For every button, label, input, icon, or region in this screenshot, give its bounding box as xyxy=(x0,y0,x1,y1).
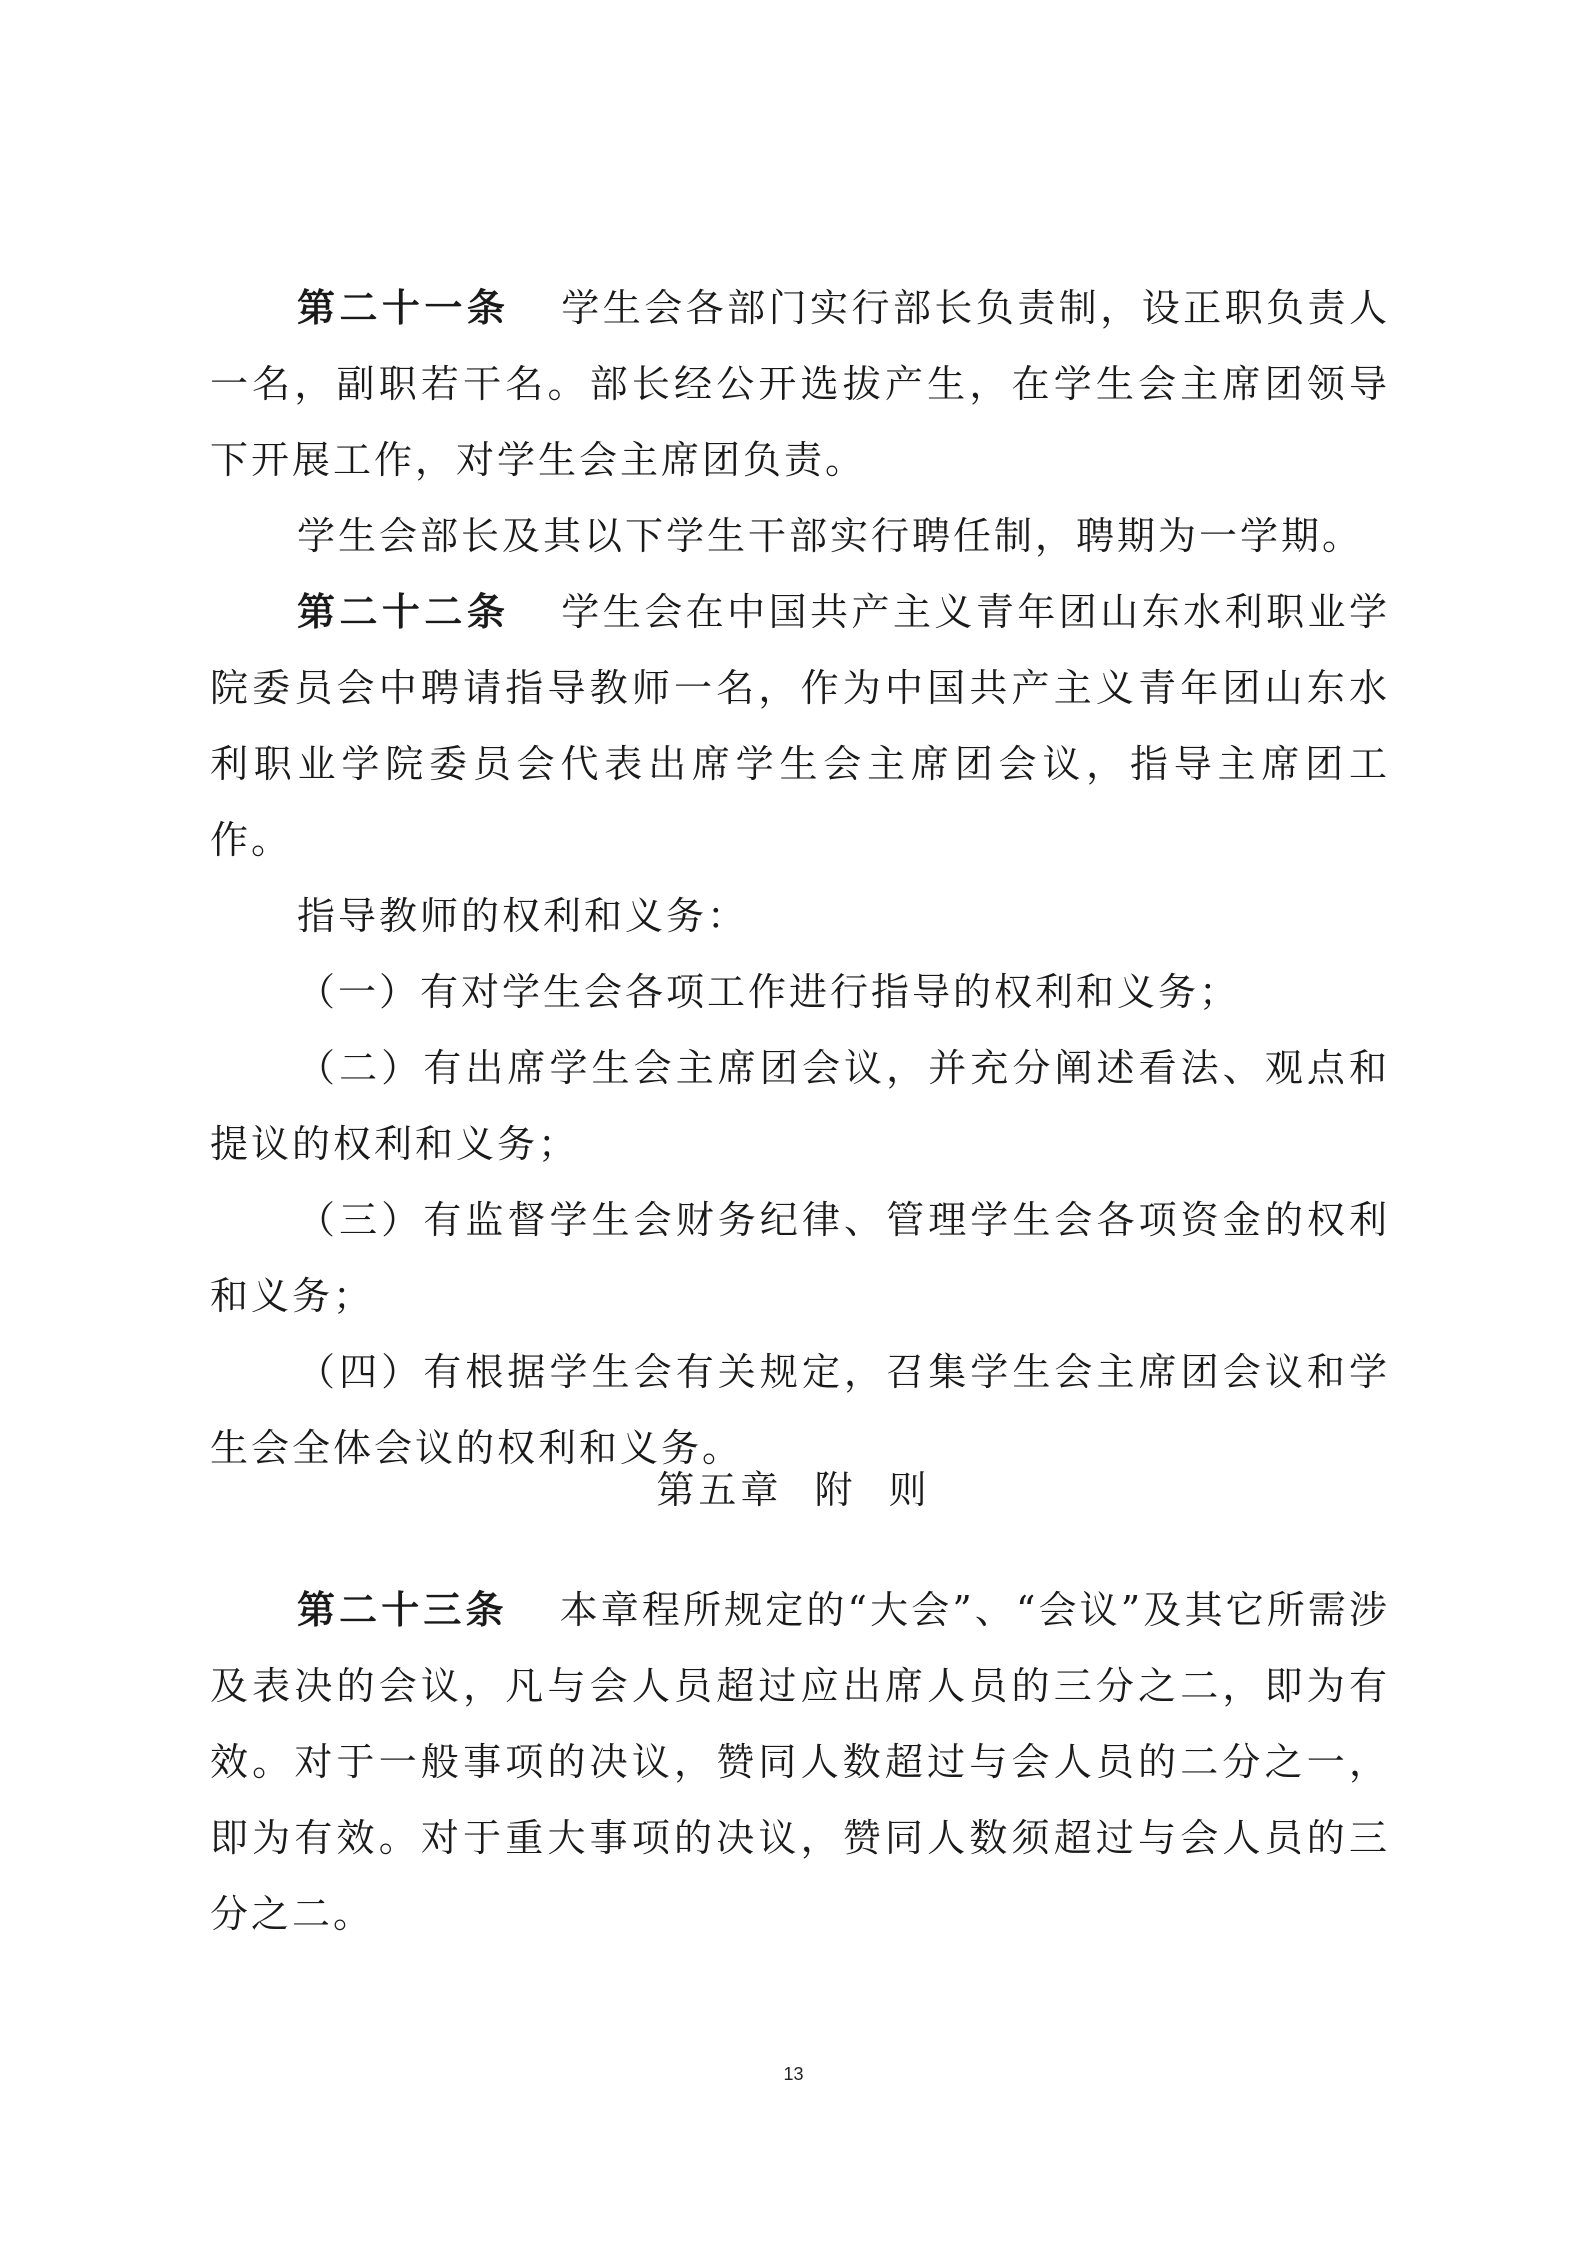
article-22-item-2: （二）有出席学生会主席团会议，并充分阐述看法、观点和提议的权利和义务； xyxy=(210,1046,1390,1166)
article-21-paragraph-2: 学生会部长及其以下学生干部实行聘任制，聘期为一学期。 xyxy=(297,514,1364,558)
chapter-4-continued xyxy=(210,270,1390,1486)
chapter-5-body xyxy=(210,1572,1390,1952)
page-number: 13 xyxy=(783,2064,804,2084)
article-23 xyxy=(210,1572,1390,1952)
article-22-text: 学生会在中国共产主义青年团山东水利职业学院委员会中聘请指导教师一名，作为中国共产主义青年团山东水利职业学院委员会代表出席学生会主席团会议，指导主席团工作。 xyxy=(210,590,1390,862)
article-22-intro: 指导教师的权利和义务： xyxy=(297,894,749,938)
chapter-5-heading: 第五章 附 则 xyxy=(656,1468,931,1512)
article-21 xyxy=(210,270,1390,498)
article-23-number: 第二十三条 xyxy=(297,1587,508,1632)
article-22-item-3: （三）有监督学生会财务纪律、管理学生会各项资金的权利和义务； xyxy=(210,1198,1390,1318)
article-22-number: 第二十二条 xyxy=(297,589,510,634)
article-21-text: 学生会各部门实行部长负责制，设正职负责人一名，副职若干名。部长经公开选拔产生，在学生会主席团领导下开展工作，对学生会主席团负责。 xyxy=(210,286,1390,482)
article-22 xyxy=(210,574,1390,878)
article-22-item-4: （四）有根据学生会有关规定，召集学生会主席团会议和学生会全体会议的权利和义务。 xyxy=(210,1350,1390,1470)
article-22-item-1: （一）有对学生会各项工作进行指导的权利和义务； xyxy=(297,970,1241,1014)
article-23-text: 本章程所规定的“大会”、“会议”及其它所需涉及表决的会议，凡与会人员超过应出席人员的三分之二，即为有效。对于一般事项的决议，赞同人数超过与会人员的二分之一，即为有效。对于重大事项的决议，赞同人数须超过与会人员的三分之二。 xyxy=(210,1588,1390,1936)
article-21-number: 第二十一条 xyxy=(297,285,510,330)
